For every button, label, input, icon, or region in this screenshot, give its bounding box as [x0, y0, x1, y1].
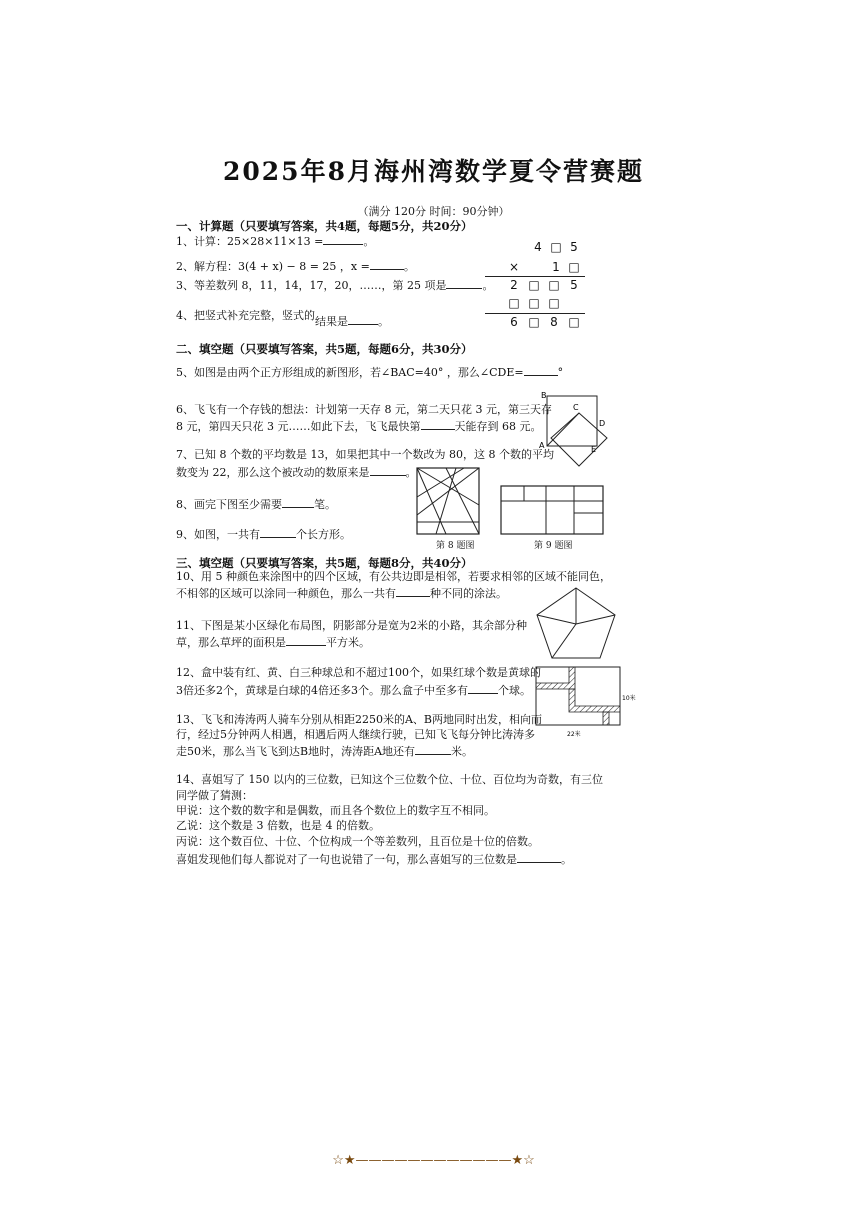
divider-line: [485, 276, 585, 277]
question-12-line2: 3倍还多2个，黄球是白球的4倍还多3个。那么盒子中至多有 个球。: [176, 684, 531, 697]
question-3-text: 3、等差数列 8，11，14，17，20，……，第 25 项是: [176, 279, 447, 292]
footer-divider: ☆★————————————★☆: [332, 1153, 535, 1168]
answer-blank: [517, 851, 561, 863]
label-b: B: [541, 391, 547, 400]
label-10m: 10米: [622, 695, 636, 702]
divider-line: [485, 313, 585, 314]
figure-5-squares: [535, 388, 615, 478]
label-22m: 22米: [567, 731, 581, 738]
answer-blank: [396, 585, 430, 597]
question-7-line2: 数变为 22，那么这个被改动的数原来是 。: [176, 466, 417, 479]
question-11-line2: 草，那么草坪的面积是 平方米。: [176, 636, 370, 649]
question-1: 1、计算：25×28×11×13 = 。: [176, 235, 375, 248]
section3-heading: 三、填空题（只要填写答案，共5题，每题8分，共40分）: [176, 556, 473, 570]
question-1-text: 1、计算：25×28×11×13 =: [176, 235, 324, 248]
question-10-line1: 10、用 5 种颜色来涂图中的四个区域，有公共边即是相邻，若要求相邻的区域不能同色，: [176, 570, 611, 583]
answer-blank: [415, 743, 451, 755]
question-14-line3: 甲说：这个数的数字和是偶数，而且各个数位上的数字互不相同。: [176, 804, 495, 817]
multiply-sign: ×: [508, 260, 520, 274]
answer-blank: [468, 682, 498, 694]
question-5: 5、如图是由两个正方形组成的新图形，若∠BAC=40° ，那么∠CDE= °: [176, 366, 564, 379]
question-4-text-a: 4、把竖式补充完整，竖式的: [176, 309, 315, 322]
answer-blank: [421, 418, 455, 430]
answer-blank: [446, 277, 482, 289]
figure-11-garden: [535, 666, 636, 738]
answer-blank: [286, 634, 326, 646]
figure-8: [416, 467, 480, 535]
answer-blank: [370, 258, 404, 270]
answer-blank: [370, 464, 406, 476]
question-12-line1: 12、盒中装有红、黄、白三种球总和不超过100个，如果红球个数是黄球的: [176, 666, 541, 679]
question-4: 4、把竖式补充完整，竖式的结果是 。: [176, 309, 389, 328]
question-13-line2: 行，经过5分钟两人相遇，相遇后两人继续行驶，已知飞飞每分钟比涛涛多: [176, 728, 535, 741]
question-6-line1: 6、飞飞有一个存钱的想法：计划第一天存 8 元，第二天只花 3 元，第三天存: [176, 403, 552, 416]
question-14-line2: 同学做了猜测：: [176, 789, 253, 802]
answer-blank: [323, 233, 363, 245]
answer-blank: [348, 313, 378, 325]
question-14-line4: 乙说：这个数是 3 倍数，也是 4 的倍数。: [176, 819, 380, 832]
question-14-line1: 14、喜姐写了 150 以内的三位数，已知这个三位数个位、十位、百位均为奇数，有三位: [176, 773, 603, 786]
label-a: A: [539, 441, 545, 450]
label-d: D: [599, 419, 606, 428]
answer-blank: [260, 526, 296, 538]
label-c: C: [573, 403, 579, 412]
question-2: 2、解方程：3(4 + x) − 8 = 25 ，x = 。: [176, 260, 415, 273]
question-9: 9、如图，一共有 个长方形。: [176, 528, 351, 541]
question-4-text-b: 结果是: [315, 315, 348, 328]
section2-heading: 二、填空题（只要填写答案，共5题，每题6分，共30分）: [176, 342, 473, 356]
question-11-line1: 11、下图是某小区绿化布局图，阴影部分是宽为2米的小路，其余部分种: [176, 619, 527, 632]
page-subtitle: （满分 120分 时间：90分钟）: [357, 205, 510, 218]
question-10-line2: 不相邻的区域可以涂同一种颜色，那么一共有 种不同的涂法。: [176, 587, 507, 600]
question-13-line1: 13、飞飞和涛涛两人骑车分别从相距2250米的A、B两地同时出发，相向而: [176, 713, 543, 726]
question-2-text: 2、解方程：3(4 + x) − 8 = 25 ，x =: [176, 260, 370, 273]
answer-blank: [524, 364, 558, 376]
question-8: 8、画完下图至少需要 笔。: [176, 498, 336, 511]
question-14-line6: 喜姐发现他们每人都说对了一句也说错了一句，那么喜姐写的三位数是 。: [176, 853, 572, 866]
question-5-text: 5、如图是由两个正方形组成的新图形，若∠BAC=40° ，那么∠CDE=: [176, 366, 524, 379]
question-3: 3、等差数列 8，11，14，17，20，……，第 25 项是 。: [176, 279, 494, 292]
exam-page: 2025年8月海州湾数学夏令营赛题 （满分 120分 时间：90分钟） 一、计算题（只要填写答案，共4题，每题5分，共20分） 1、计算：25×28×11×13 = 。 2、解方程：3(4 + x) − 8 = 25 ，x = 。 3、等差数列 8，11，14，17，20，……，第 25 项是 。 4、把竖式补充完整，竖式的结果是 。 4 □ 5 × 1 □ 2 □ □ 5 □ □ □ 6 □ 8 □ 二、填空题（只要填写答案，共5题，每题6分，共30分） 5、如图是由两个正方形组成的新图形，若∠BAC=40° ，那么∠CDE= ° 6、飞飞有一个存钱的想法：计划第一天存 8 元，第二天只花 3 元，第三天存 8 元，第四天只花 3 元……如此下去，飞飞最快第 天能存到 68 元。 7、已知 8 个数的平均数是 13，如果把其中一个数改为 80，这 8 个数的平均 数变为 22，那么这个被改动的数原来是 。 8、画完下图至少需要 笔。 9、如图，一共有 个长方形。 B C D A E 第 8 题图 第 9 题图 三、填空题（只要填写答案，共5题，每题8分，共40分） 10、用 5 种颜色来涂图中的四个区域，有公共边即是相邻，若要求相邻的区域不能同色， 不相邻的区域可以涂同一种颜色，那么一共有 种不同的涂法。 11、下图是某小区绿化布局图，阴影部分是宽为2米的小路，其余部分种 草，那么草坪的面积是 平方米。 12、盒中装有红、黄、白三种球总和不超过100个，如果红球个数是黄球的 3倍还多2个，黄球是白球的4倍还多3个。那么盒子中至多有 个球。 13、飞飞和涛涛两人骑车分别从相距2250米的A、B两地同时出发，相向而 行，经过5分钟两人相遇，相遇后两人继续行驶，已知飞飞每分钟比涛涛多 走50米，那么当飞飞到达B地时，涛涛距A地还有 米。 10米 22米 14、喜姐写了 150 以内的三位数，已知这个三位数个位、十位、百位均为奇数，有三位 同学做了猜测： 甲说：这个数的数字和是偶数，而且各个数位上的数字互不相同。 乙说：这个数是 3 倍数，也是 4 的倍数。 丙说：这个数百位、十位、个位构成一个等差数列，且百位是十位的倍数。 喜姐发现他们每人都说对了一句也说错了一句，那么喜姐写的三位数是 。 ☆★————————————★☆: [0, 0, 867, 1227]
question-13-line3: 走50米，那么当飞飞到达B地时，涛涛距A地还有 米。: [176, 745, 474, 758]
page-title: 2025年8月海州湾数学夏令营赛题: [223, 157, 644, 186]
question-14-line5: 丙说：这个数百位、十位、个位构成一个等差数列，且百位是十位的倍数。: [176, 835, 539, 848]
section1-heading: 一、计算题（只要填写答案，共4题，每题5分，共20分）: [176, 219, 473, 233]
figure-9-caption: 第 9 题图: [534, 541, 573, 551]
question-6-line2: 8 元，第四天只花 3 元……如此下去，飞飞最快第 天能存到 68 元。: [176, 420, 542, 433]
figure-8-caption: 第 8 题图: [436, 541, 475, 551]
answer-blank: [282, 496, 314, 508]
figure-10-pentagon: [535, 586, 617, 660]
label-e: E: [591, 445, 597, 454]
question-7-line1: 7、已知 8 个数的平均数是 13，如果把其中一个数改为 80，这 8 个数的平均: [176, 448, 554, 461]
figure-9: [500, 485, 604, 535]
